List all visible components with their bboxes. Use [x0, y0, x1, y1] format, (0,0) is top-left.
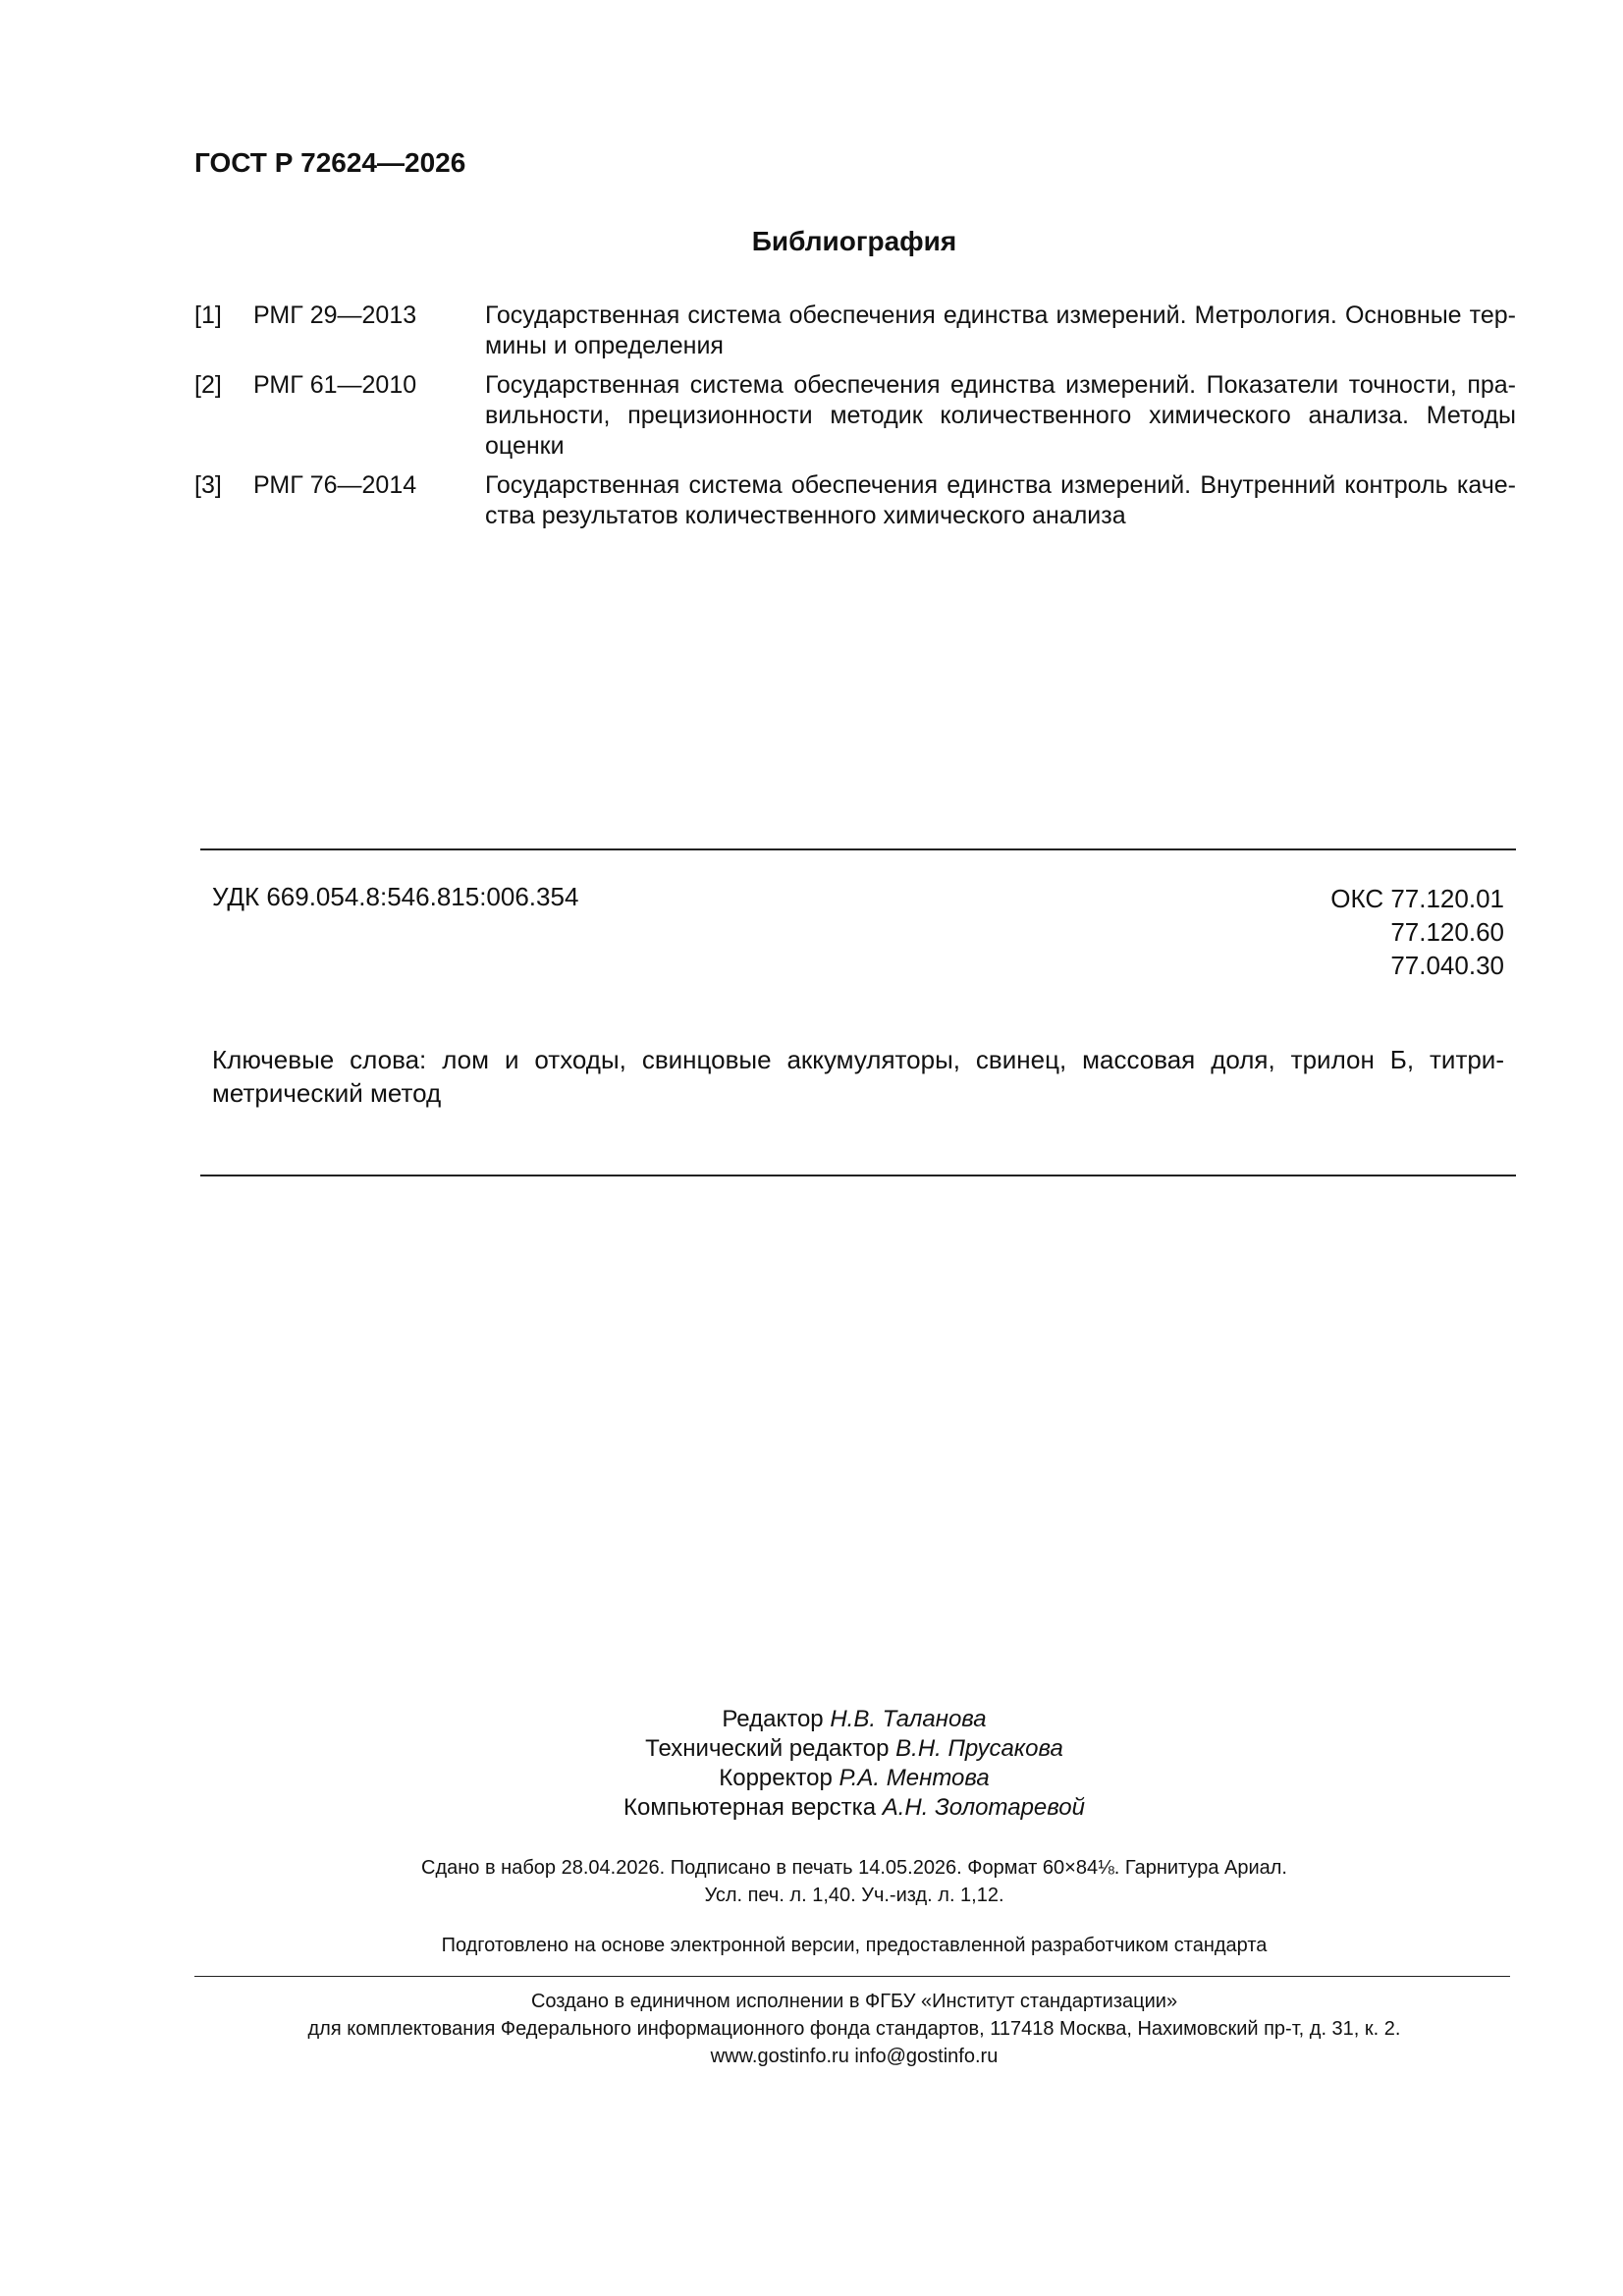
- entry-text: Государственная система обеспечения единства измерений. Метрология. Основные тер-мины и определения: [485, 301, 1516, 359]
- publisher-contacts: www.gostinfo.ru info@gostinfo.ru: [710, 2046, 999, 2067]
- prepared-note: Подготовлено на основе электронной версии, предоставленной разработчиком стандарта: [441, 1935, 1268, 1956]
- entry-text: Государственная система обеспечения единства измерений. Внутренний контроль каче-ства результатов количественного химического анализа: [485, 471, 1516, 529]
- entry-code: РМГ 29—2013: [253, 301, 417, 329]
- credit-tech-editor: [0, 1734, 1623, 1764]
- bibliography-entry: [194, 470, 1516, 531]
- divider-middle: [200, 1175, 1516, 1176]
- print-info-line: Усл. печ. л. 1,40. Уч.-изд. л. 1,12.: [704, 1885, 1004, 1906]
- bibliography-list: [194, 301, 1516, 540]
- print-info: [0, 1854, 1623, 1909]
- document-code: ГОСТ Р 72624—2026: [194, 147, 466, 178]
- credit-role: Корректор: [719, 1765, 833, 1791]
- credit-role: Редактор: [722, 1706, 824, 1732]
- credits: [0, 1705, 1623, 1823]
- divider-top: [200, 848, 1516, 850]
- oks-line: ОКС 77.120.01: [1330, 884, 1504, 913]
- credit-layout: [0, 1793, 1623, 1823]
- entry-text: Государственная система обеспечения единства измерений. Показатели точности, пра-вильности, прецизионности методик количественного химического анализа. Методы оценки: [485, 371, 1516, 460]
- credit-name: Н.В. Таланова: [830, 1706, 987, 1732]
- publisher-line: для комплектования Федерального информационного фонда стандартов, 117418 Москва, Нахимовский пр-т, д. 31, к. 2.: [307, 2018, 1401, 2040]
- entry-number: [2]: [194, 371, 222, 399]
- entry-number: [1]: [194, 301, 222, 329]
- credit-corrector: [0, 1764, 1623, 1793]
- entry-code: РМГ 76—2014: [253, 471, 417, 499]
- keywords: Ключевые слова: лом и отходы, свинцовые аккумуляторы, свинец, массовая доля, трилон Б, титри-метрический метод: [212, 1045, 1504, 1108]
- divider-bottom: [194, 1976, 1510, 1977]
- entry-number: [3]: [194, 471, 222, 499]
- entry-code: РМГ 61—2010: [253, 371, 417, 399]
- credit-name: В.Н. Прусакова: [895, 1735, 1063, 1762]
- oks-codes: [1330, 882, 1504, 982]
- print-info-line: Сдано в набор 28.04.2026. Подписано в печать 14.05.2026. Формат 60×84⅛. Гарнитура Ариал.: [421, 1857, 1287, 1879]
- credit-role: Технический редактор: [645, 1735, 890, 1762]
- bibliography-entry: [194, 301, 1516, 361]
- credit-name: Р.А. Ментова: [839, 1765, 990, 1791]
- udk-code: УДК 669.054.8:546.815:006.354: [212, 882, 579, 911]
- credit-name: А.Н. Золотаревой: [882, 1794, 1085, 1821]
- bibliography-title: Библиография: [751, 226, 957, 256]
- bibliography-entry: [194, 370, 1516, 462]
- credit-editor: [0, 1705, 1623, 1734]
- publisher-info: [0, 1988, 1623, 2070]
- oks-line: 77.120.60: [1390, 917, 1504, 947]
- credit-role: Компьютерная верстка: [623, 1794, 877, 1821]
- publisher-line: Создано в единичном исполнении в ФГБУ «Институт стандартизации»: [530, 1991, 1178, 2012]
- oks-line: 77.040.30: [1390, 951, 1504, 980]
